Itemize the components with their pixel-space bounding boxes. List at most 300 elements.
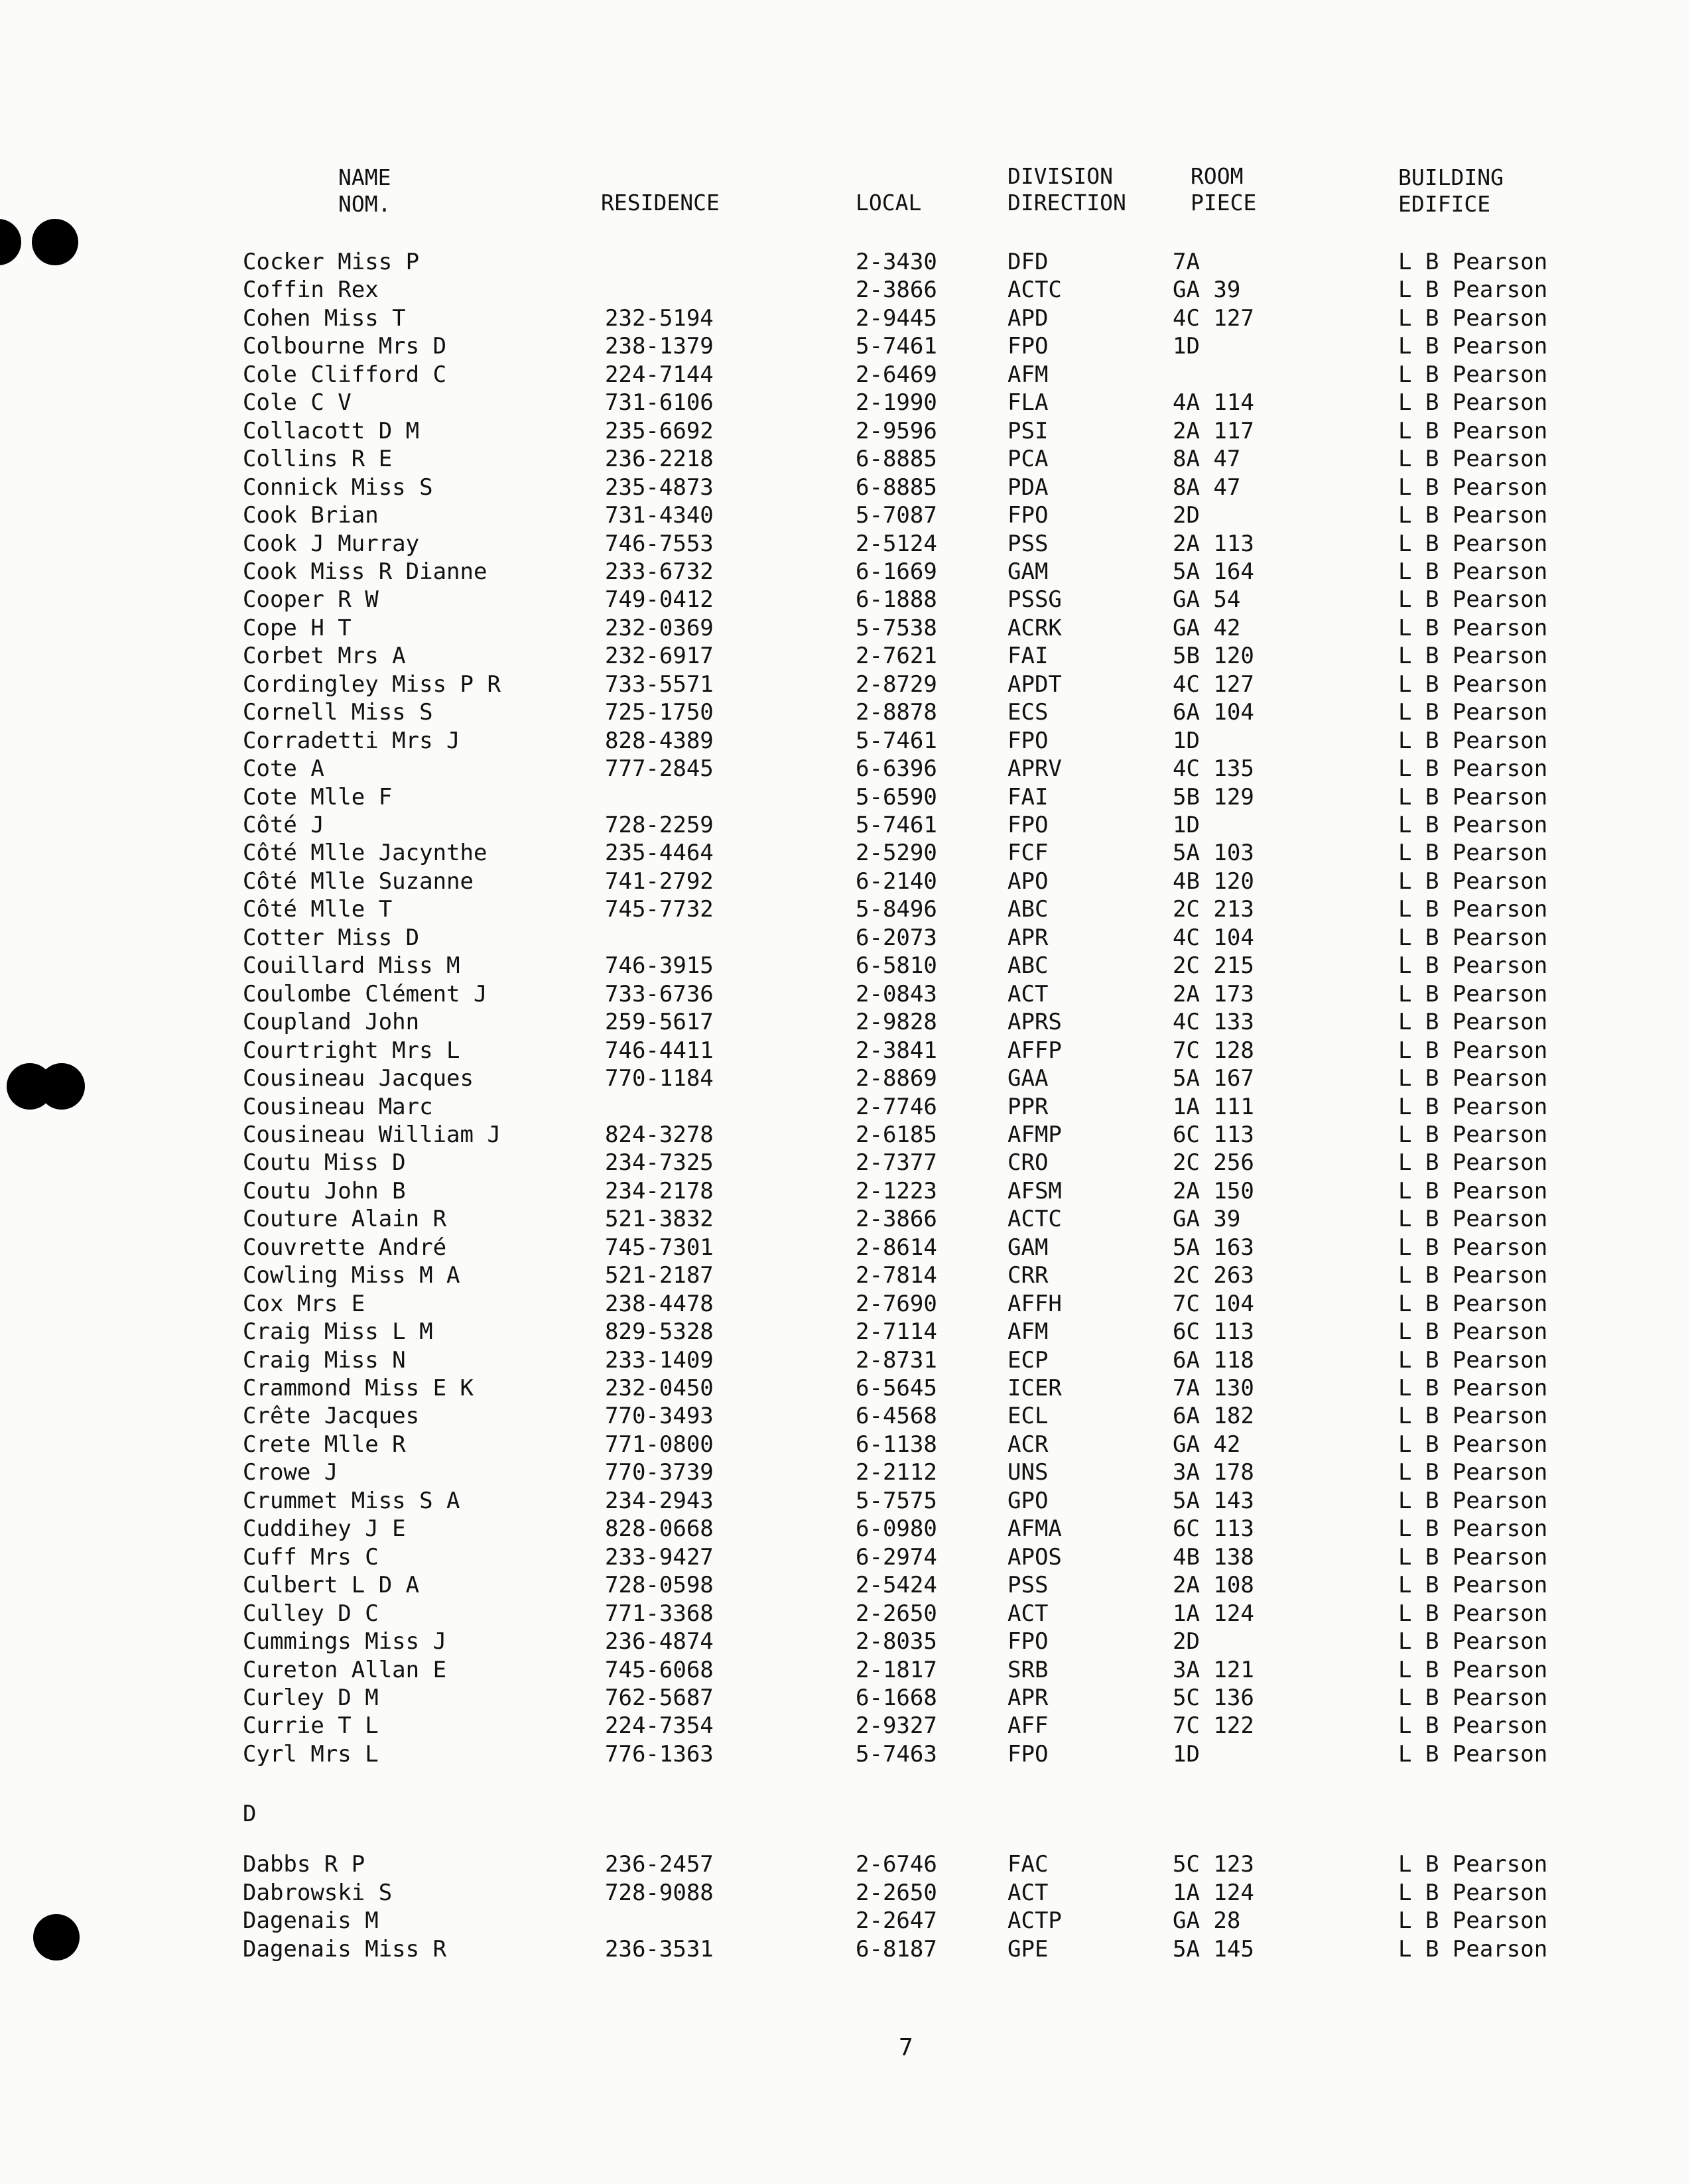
entry-division: PCA [1007, 446, 1049, 473]
section-letter: D [243, 1801, 257, 1827]
entry-residence: 728-0598 [605, 1572, 714, 1599]
table-row [0, 1177, 1690, 1205]
entry-room: 5A 167 [1173, 1065, 1254, 1092]
table-row [0, 1907, 1690, 1935]
table-row [0, 952, 1690, 980]
entry-local: 5-7538 [856, 614, 937, 641]
entry-building: L B Pearson [1398, 924, 1548, 951]
entry-local: 2-9596 [856, 417, 937, 444]
entry-division: ECS [1007, 699, 1049, 726]
header-room-fr: PIECE [1191, 190, 1257, 216]
entry-room: 5C 123 [1173, 1851, 1254, 1878]
entry-building: L B Pearson [1398, 1543, 1548, 1571]
entry-local: 6-2974 [856, 1543, 937, 1571]
entry-building: L B Pearson [1398, 1009, 1548, 1036]
table-row [0, 1346, 1690, 1374]
entry-residence: 771-0800 [605, 1431, 714, 1458]
entry-division: FPO [1007, 727, 1049, 754]
entry-local: 6-1138 [856, 1431, 937, 1458]
entry-local: 6-5645 [856, 1375, 937, 1401]
entry-room: 4C 135 [1173, 755, 1254, 783]
table-row [0, 783, 1690, 811]
entry-division: PSS [1007, 1572, 1049, 1599]
entry-residence: 234-2178 [605, 1177, 714, 1204]
entry-name: Crowe J [243, 1459, 338, 1486]
entry-residence: 745-7301 [605, 1234, 714, 1261]
entry-building: L B Pearson [1398, 727, 1548, 754]
entry-building: L B Pearson [1398, 755, 1548, 783]
entry-room: 7C 104 [1173, 1290, 1254, 1317]
entry-name: Cousineau Marc [243, 1093, 433, 1120]
entry-division: AFF [1007, 1712, 1049, 1740]
entry-local: 2-5290 [856, 840, 937, 867]
entry-building: L B Pearson [1398, 952, 1548, 980]
header-name-en: NAME [338, 164, 391, 190]
entry-residence: 521-3832 [605, 1206, 714, 1233]
entry-division: ABC [1007, 896, 1049, 923]
entry-room: 3A 178 [1173, 1459, 1254, 1486]
entry-residence: 235-4873 [605, 474, 714, 501]
entry-residence: 824-3278 [605, 1121, 714, 1148]
entry-room: 2D [1173, 502, 1200, 529]
entry-division: GAM [1007, 1234, 1049, 1261]
entry-building: L B Pearson [1398, 249, 1548, 275]
entry-division: AFM [1007, 1318, 1049, 1346]
entry-name: Curley D M [243, 1684, 379, 1711]
entry-room: 8A 47 [1173, 446, 1241, 473]
entry-local: 5-7087 [856, 502, 937, 529]
entry-local: 2-7814 [856, 1262, 937, 1289]
entry-name: Cordingley Miss P R [243, 671, 501, 698]
entry-name: Coffin Rex [243, 277, 379, 304]
table-row [0, 276, 1690, 304]
entry-building: L B Pearson [1398, 1515, 1548, 1543]
entry-name: Coupland John [243, 1009, 420, 1036]
entry-residence: 238-1379 [605, 333, 714, 360]
entry-room: 4C 133 [1173, 1009, 1254, 1036]
entry-room: 2A 108 [1173, 1572, 1254, 1599]
table-row [0, 1431, 1690, 1458]
table-row [0, 1261, 1690, 1289]
entry-division: ACT [1007, 980, 1049, 1007]
entry-division: CRO [1007, 1149, 1049, 1177]
entry-division: ECL [1007, 1403, 1049, 1430]
entry-building: L B Pearson [1398, 1346, 1548, 1374]
entry-residence: 731-6106 [605, 389, 714, 417]
table-row [0, 501, 1690, 529]
entry-room: 2C 263 [1173, 1262, 1254, 1289]
table-row [0, 839, 1690, 867]
entry-building: L B Pearson [1398, 446, 1548, 473]
entry-local: 6-5810 [856, 952, 937, 980]
table-row [0, 1008, 1690, 1036]
entry-division: AFM [1007, 361, 1049, 388]
entry-room: 4C 127 [1173, 304, 1254, 332]
entry-residence: 746-4411 [605, 1037, 714, 1064]
entry-name: Couvrette André [243, 1234, 447, 1261]
entry-building: L B Pearson [1398, 1907, 1548, 1934]
entry-room: GA 28 [1173, 1907, 1241, 1934]
entry-room: 4C 127 [1173, 671, 1254, 698]
entry-room: 5A 164 [1173, 558, 1254, 585]
table-row [0, 1290, 1690, 1318]
entry-room: GA 54 [1173, 586, 1241, 613]
entry-room: 5A 103 [1173, 840, 1254, 867]
entry-building: L B Pearson [1398, 1879, 1548, 1906]
entry-name: Culbert L D A [243, 1572, 420, 1599]
entry-residence: 238-4478 [605, 1290, 714, 1317]
entry-local: 5-7461 [856, 812, 937, 838]
entry-local: 5-7461 [856, 727, 937, 754]
entry-division: AFSM [1007, 1177, 1062, 1204]
table-row [0, 1656, 1690, 1684]
entry-name: Cook Brian [243, 502, 379, 529]
entry-room: 5A 145 [1173, 1935, 1254, 1962]
entry-name: Côté Mlle Suzanne [243, 867, 474, 895]
entry-local: 2-2112 [856, 1459, 937, 1486]
entry-division: GPE [1007, 1935, 1049, 1962]
entry-residence: 235-6692 [605, 417, 714, 444]
entry-division: APRV [1007, 755, 1062, 783]
entry-residence: 521-2187 [605, 1262, 714, 1289]
table-row [0, 1487, 1690, 1515]
entry-division: FPO [1007, 1740, 1049, 1767]
entry-building: L B Pearson [1398, 1656, 1548, 1683]
entry-local: 6-8187 [856, 1935, 937, 1962]
table-row [0, 867, 1690, 895]
entry-name: Coutu Miss D [243, 1149, 406, 1177]
entry-residence: 762-5687 [605, 1684, 714, 1711]
table-row [0, 1712, 1690, 1740]
entry-division: ACT [1007, 1600, 1049, 1627]
entry-local: 2-7621 [856, 643, 937, 670]
entry-residence: 733-5571 [605, 671, 714, 698]
entry-building: L B Pearson [1398, 530, 1548, 557]
entry-local: 5-8496 [856, 896, 937, 923]
entry-room: 6C 113 [1173, 1121, 1254, 1148]
entry-local: 2-1223 [856, 1177, 937, 1204]
table-row [0, 1515, 1690, 1543]
entry-division: PDA [1007, 474, 1049, 501]
entry-residence: 770-1184 [605, 1065, 714, 1092]
entry-room: 1A 111 [1173, 1093, 1254, 1120]
entry-residence: 829-5328 [605, 1318, 714, 1346]
table-row [0, 1402, 1690, 1430]
entry-building: L B Pearson [1398, 277, 1548, 304]
table-row [0, 248, 1690, 276]
entry-local: 2-9828 [856, 1009, 937, 1036]
entry-residence: 236-4874 [605, 1628, 714, 1655]
entry-building: L B Pearson [1398, 699, 1548, 726]
entry-name: Cureton Allan E [243, 1656, 447, 1683]
table-row [0, 642, 1690, 670]
entry-residence: 731-4340 [605, 502, 714, 529]
entry-residence: 234-7325 [605, 1149, 714, 1177]
entry-name: Cox Mrs E [243, 1290, 365, 1317]
entry-local: 2-8869 [856, 1065, 937, 1092]
entry-division: PSSG [1007, 586, 1062, 613]
table-row [0, 1600, 1690, 1628]
entry-building: L B Pearson [1398, 840, 1548, 867]
entry-building: L B Pearson [1398, 1487, 1548, 1514]
entry-local: 2-8731 [856, 1346, 937, 1374]
table-row [0, 361, 1690, 389]
entry-local: 2-7746 [856, 1093, 937, 1120]
entry-room: 2A 117 [1173, 417, 1254, 444]
entry-name: Cooper R W [243, 586, 379, 613]
entry-residence: 746-3915 [605, 952, 714, 980]
entry-building: L B Pearson [1398, 304, 1548, 332]
entry-building: L B Pearson [1398, 1318, 1548, 1346]
entry-name: Dagenais M [243, 1907, 379, 1934]
entry-local: 2-8729 [856, 671, 937, 698]
entry-local: 6-2140 [856, 867, 937, 895]
entry-division: ACT [1007, 1879, 1049, 1906]
entry-division: CRR [1007, 1262, 1049, 1289]
table-row [0, 614, 1690, 642]
entry-building: L B Pearson [1398, 1065, 1548, 1092]
table-row [0, 1543, 1690, 1571]
entry-local: 6-1888 [856, 586, 937, 613]
entry-residence: 828-4389 [605, 727, 714, 754]
entry-building: L B Pearson [1398, 671, 1548, 698]
entry-room: 7A [1173, 249, 1200, 275]
entry-building: L B Pearson [1398, 783, 1548, 810]
entry-building: L B Pearson [1398, 1403, 1548, 1430]
entry-division: GPO [1007, 1487, 1049, 1514]
entry-room: 2C 213 [1173, 896, 1254, 923]
table-row [0, 1234, 1690, 1261]
entry-building: L B Pearson [1398, 1037, 1548, 1064]
entry-room: GA 39 [1173, 1206, 1241, 1233]
entry-name: Cousineau William J [243, 1121, 501, 1148]
header-building-en: BUILDING [1398, 164, 1504, 190]
entry-room: 5A 143 [1173, 1487, 1254, 1514]
table-row [0, 1121, 1690, 1149]
entry-room: 1D [1173, 727, 1200, 754]
entry-name: Cohen Miss T [243, 304, 406, 332]
entry-room: 6C 113 [1173, 1515, 1254, 1543]
entry-room: 7C 128 [1173, 1037, 1254, 1064]
entry-building: L B Pearson [1398, 812, 1548, 838]
entry-residence: 728-9088 [605, 1879, 714, 1906]
table-row [0, 1935, 1690, 1963]
entry-local: 6-0980 [856, 1515, 937, 1543]
entry-local: 2-9327 [856, 1712, 937, 1740]
entry-local: 6-8885 [856, 474, 937, 501]
table-row [0, 1458, 1690, 1486]
entry-local: 2-6185 [856, 1121, 937, 1148]
entry-residence: 233-1409 [605, 1346, 714, 1374]
entry-name: Cummings Miss J [243, 1628, 447, 1655]
entry-name: Corbet Mrs A [243, 643, 406, 670]
entry-name: Cook Miss R Dianne [243, 558, 487, 585]
table-row [0, 1093, 1690, 1121]
entry-local: 2-7114 [856, 1318, 937, 1346]
entry-local: 2-7690 [856, 1290, 937, 1317]
entry-residence: 235-4464 [605, 840, 714, 867]
entry-division: APRS [1007, 1009, 1062, 1036]
entry-local: 6-1669 [856, 558, 937, 585]
entry-residence: 233-9427 [605, 1543, 714, 1571]
entry-name: Dagenais Miss R [243, 1935, 447, 1962]
entry-room: 6A 182 [1173, 1403, 1254, 1430]
entry-building: L B Pearson [1398, 1234, 1548, 1261]
entry-name: Craig Miss L M [243, 1318, 433, 1346]
entry-room: GA 42 [1173, 614, 1241, 641]
entry-local: 2-5124 [856, 530, 937, 557]
entry-room: GA 39 [1173, 277, 1241, 304]
entry-room: 4A 114 [1173, 389, 1254, 417]
entry-division: GAM [1007, 558, 1049, 585]
header-name-fr: NOM. [338, 191, 391, 217]
entry-name: Dabrowski S [243, 1879, 393, 1906]
entry-room: 6A 104 [1173, 699, 1254, 726]
entry-building: L B Pearson [1398, 1740, 1548, 1767]
entry-name: Craig Miss N [243, 1346, 406, 1374]
entry-room: GA 42 [1173, 1431, 1241, 1458]
entry-division: AFFH [1007, 1290, 1062, 1317]
entry-residence: 233-6732 [605, 558, 714, 585]
table-row [0, 1374, 1690, 1402]
header-name [338, 164, 391, 218]
entry-building: L B Pearson [1398, 1684, 1548, 1711]
entry-name: Cowling Miss M A [243, 1262, 460, 1289]
entry-building: L B Pearson [1398, 361, 1548, 388]
header-building [1398, 164, 1504, 218]
entry-residence: 236-3531 [605, 1935, 714, 1962]
page-number: 7 [899, 2034, 913, 2061]
entry-name: Cousineau Jacques [243, 1065, 474, 1092]
entry-name: Courtright Mrs L [243, 1037, 460, 1064]
entry-building: L B Pearson [1398, 1431, 1548, 1458]
table-row [0, 1064, 1690, 1092]
entry-residence: 746-7553 [605, 530, 714, 557]
entry-residence: 777-2845 [605, 755, 714, 783]
entry-room: 1A 124 [1173, 1600, 1254, 1627]
entry-name: Côté Mlle Jacynthe [243, 840, 487, 867]
entry-division: ACTP [1007, 1907, 1062, 1934]
table-row [0, 474, 1690, 501]
entry-residence: 745-6068 [605, 1656, 714, 1683]
entry-division: ECP [1007, 1346, 1049, 1374]
entry-local: 2-8878 [856, 699, 937, 726]
entry-division: APR [1007, 924, 1049, 951]
entry-room: 1D [1173, 1740, 1200, 1767]
entry-room: 4B 138 [1173, 1543, 1254, 1571]
entry-building: L B Pearson [1398, 980, 1548, 1007]
entry-room: 5C 136 [1173, 1684, 1254, 1711]
entry-name: Cote Mlle F [243, 783, 393, 810]
entry-division: ICER [1007, 1375, 1062, 1401]
entry-building: L B Pearson [1398, 1290, 1548, 1317]
table-row [0, 671, 1690, 698]
entry-residence: 770-3739 [605, 1459, 714, 1486]
entry-local: 2-2647 [856, 1907, 937, 1934]
header-division-fr: DIRECTION [1007, 190, 1126, 216]
entry-name: Coutu John B [243, 1177, 406, 1204]
entry-local: 6-6396 [856, 755, 937, 783]
entry-room: 2A 150 [1173, 1177, 1254, 1204]
table-row [0, 1037, 1690, 1064]
entry-name: Cook J Murray [243, 530, 420, 557]
header-division-en: DIVISION [1007, 163, 1113, 189]
table-row [0, 417, 1690, 445]
entry-local: 5-6590 [856, 783, 937, 810]
entry-division: UNS [1007, 1459, 1049, 1486]
table-row [0, 586, 1690, 613]
table-row [0, 332, 1690, 360]
table-row [0, 895, 1690, 923]
header-local [856, 190, 921, 216]
entry-name: Coulombe Clément J [243, 980, 487, 1007]
entry-local: 2-3866 [856, 1206, 937, 1233]
entry-room: 5B 120 [1173, 643, 1254, 670]
entry-building: L B Pearson [1398, 474, 1548, 501]
table-row [0, 389, 1690, 417]
table-row [0, 727, 1690, 755]
entry-building: L B Pearson [1398, 1093, 1548, 1120]
entry-residence: 776-1363 [605, 1740, 714, 1767]
entry-division: FAI [1007, 783, 1049, 810]
entry-residence: 728-2259 [605, 812, 714, 838]
entry-division: ACTC [1007, 1206, 1062, 1233]
entry-building: L B Pearson [1398, 1177, 1548, 1204]
entry-room: 2A 173 [1173, 980, 1254, 1007]
entry-building: L B Pearson [1398, 417, 1548, 444]
entry-local: 2-6746 [856, 1851, 937, 1878]
entry-building: L B Pearson [1398, 558, 1548, 585]
entry-division: FAI [1007, 643, 1049, 670]
header-local-label: LOCAL [856, 190, 922, 216]
entry-room: 1A 124 [1173, 1879, 1254, 1906]
entry-name: Côté J [243, 812, 324, 838]
entry-name: Cole Clifford C [243, 361, 447, 388]
table-row [0, 1684, 1690, 1712]
entry-residence: 745-7732 [605, 896, 714, 923]
entry-local: 2-2650 [856, 1600, 937, 1627]
entry-residence: 224-7354 [605, 1712, 714, 1740]
table-row [0, 1628, 1690, 1655]
entry-building: L B Pearson [1398, 1712, 1548, 1740]
entry-division: FPO [1007, 812, 1049, 838]
entry-division: ACTC [1007, 277, 1062, 304]
entry-local: 2-3430 [856, 249, 937, 275]
entry-local: 2-6469 [856, 361, 937, 388]
table-row [0, 558, 1690, 586]
entry-name: Connick Miss S [243, 474, 433, 501]
entry-room: 4B 120 [1173, 867, 1254, 895]
entry-name: Colbourne Mrs D [243, 333, 447, 360]
entry-division: PSI [1007, 417, 1049, 444]
entry-room: 7A 130 [1173, 1375, 1254, 1401]
entry-division: ABC [1007, 952, 1049, 980]
entry-name: Cyrl Mrs L [243, 1740, 379, 1767]
entry-residence: 232-5194 [605, 304, 714, 332]
entry-local: 2-7377 [856, 1149, 937, 1177]
entry-residence: 749-0412 [605, 586, 714, 613]
entry-name: Crete Mlle R [243, 1431, 406, 1458]
entry-room: 2D [1173, 1628, 1200, 1655]
header-division [1007, 163, 1126, 216]
entry-residence: 232-0450 [605, 1375, 714, 1401]
table-row [0, 1740, 1690, 1768]
entry-local: 5-7461 [856, 333, 937, 360]
table-row [0, 1318, 1690, 1346]
table-row [0, 1879, 1690, 1907]
table-row [0, 1571, 1690, 1599]
entry-name: Crammond Miss E K [243, 1375, 474, 1401]
